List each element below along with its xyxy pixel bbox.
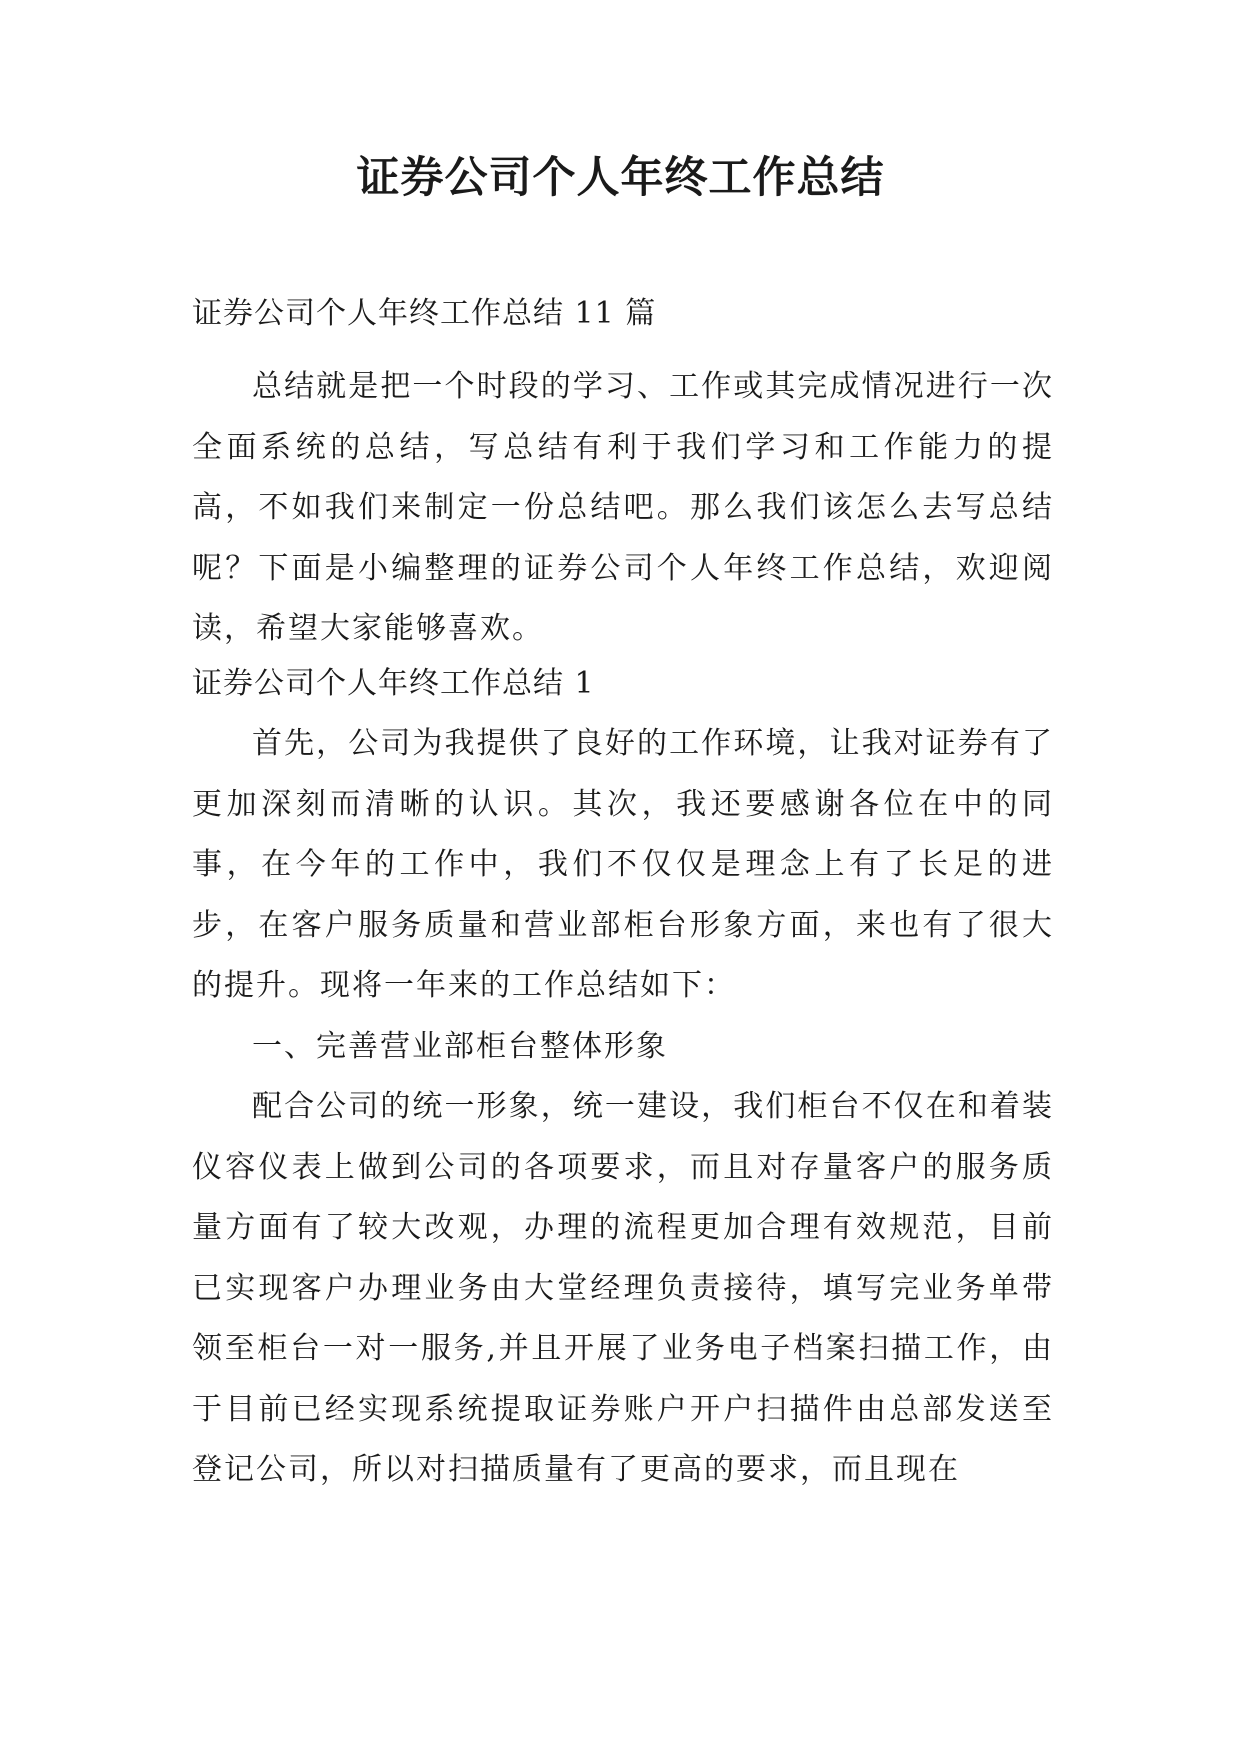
intro-paragraph: 总结就是把一个时段的学习、工作或其完成情况进行一次全面系统的总结，写总结有利于我们学习和工作能力的提高，不如我们来制定一份总结吧。那么我们该怎么去写总结呢？下面是小编整理的证券公司个人年终工作总结，欢迎阅读，希望大家能够喜欢。 xyxy=(192,369,1054,646)
section-1-heading: 证券公司个人年终工作总结 1 xyxy=(192,666,595,701)
document-title: 证券公司个人年终工作总结 xyxy=(356,153,885,203)
section-1-paragraph-2: 配合公司的统一形象，统一建设，我们柜台不仅在和着装仪容仪表上做到公司的各项要求，而且对存量客户的服务质量方面有了较大改观，办理的流程更加合理有效规范，目前已实现客户办理业务由大堂经理负责接待，填写完业务单带领至柜台一对一服务,并且开展了业务电子档案扫描工作，由于目前已经实现系统提取证券账户开户扫描件由总部发送至登记公司，所以对扫描质量有了更高的要求，而且现在 xyxy=(192,1089,1054,1487)
document-subtitle: 证券公司个人年终工作总结 11 篇 xyxy=(192,296,657,331)
section-1-paragraph-1: 首先，公司为我提供了良好的工作环境，让我对证券有了更加深刻而清晰的认识。其次，我还要感谢各位在中的同事，在今年的工作中，我们不仅仅是理念上有了长足的进步，在客户服务质量和营业部柜台形象方面，来也有了很大的提升。现将一年来的工作总结如下： xyxy=(192,726,1054,1003)
section-1-subheading: 一、完善营业部柜台整体形象 xyxy=(252,1029,668,1064)
